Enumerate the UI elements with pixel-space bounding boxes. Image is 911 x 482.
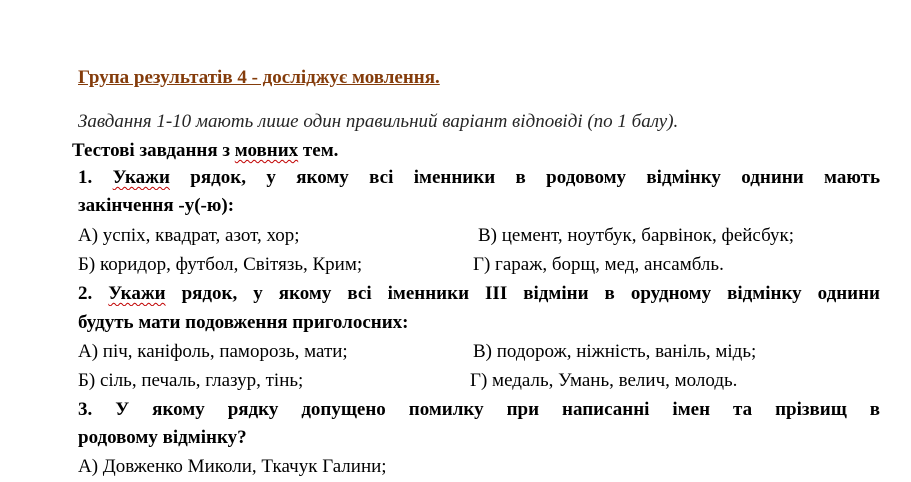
question-2-text-rest: рядок, у якому всі іменники ІІІ відміни в орудному відмінку однини [165,283,880,304]
question-1-option-b: Б) коридор, футбол, Світязь, Крим; [78,254,363,275]
question-3-text-line1: 3. У якому рядку допущено помилку при написанні імен та прізвищ в [78,399,880,420]
question-1-text-line1 [78,166,880,190]
question-1-option-v: В) цемент, ноутбук, барвінок, фейсбук; [478,225,795,246]
instruction-text: Завдання 1-10 мають лише один правильний варіант відповіді (по 1 балу). [78,111,679,132]
question-2-keyword: Укажи [108,283,166,304]
question-2-option-b: Б) сіль, печаль, глазур, тінь; [78,370,304,391]
section-title-part1: Тестові завдання з [72,140,235,161]
section-title [72,139,338,163]
question-1-option-g: Г) гараж, борщ, мед, ансамбль. [473,254,724,275]
question-2-option-g: Г) медаль, Умань, велич, молодь. [470,370,738,391]
question-1-option-a: А) успіх, квадрат, азот, хор; [78,225,300,246]
question-3-text-line2: родовому відмінку? [78,427,247,448]
question-2-option-a: А) піч, каніфоль, паморозь, мати; [78,341,348,362]
question-2-text-line1 [78,282,880,306]
question-1-text-line2: закінчення -у(-ю): [78,195,235,216]
question-2-text-line2: будуть мати подовження приголосних: [78,312,409,333]
question-1-text-rest: рядок, у якому всі іменники в родовому відмінку однини мають [169,167,880,188]
question-1-keyword: Укажи [112,167,170,188]
section-title-misspelled-word: мовних [234,140,299,161]
question-2-option-v: В) подорож, ніжність, ваніль, мідь; [473,341,757,362]
question-2-number: 2. [78,283,109,304]
question-1-number: 1. [78,167,113,188]
question-3-option-a: А) Довженко Миколи, Ткачук Галини; [78,456,387,477]
section-title-part3: тем. [298,140,339,161]
group-title: Група результатів 4 - досліджує мовлення. [78,67,440,88]
